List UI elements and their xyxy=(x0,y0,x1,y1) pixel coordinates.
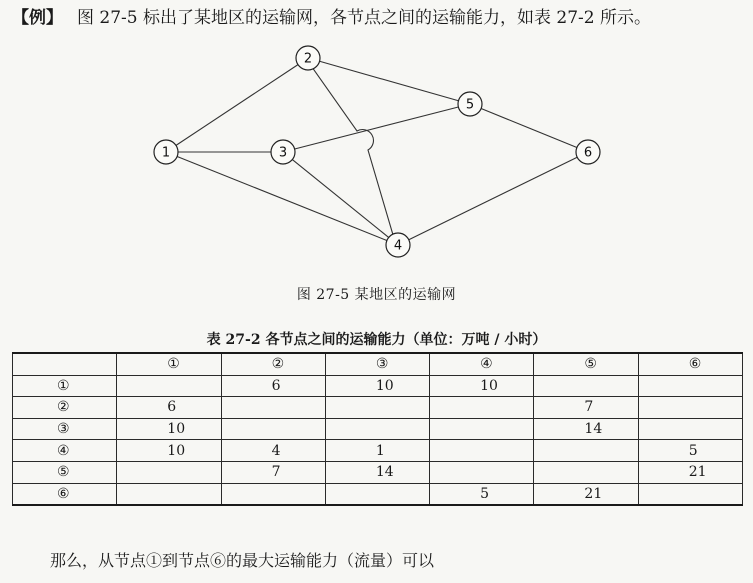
edge-1-2 xyxy=(176,65,298,146)
node-5 xyxy=(458,92,482,116)
table-row xyxy=(13,397,743,419)
edge-1-4 xyxy=(177,156,387,240)
capacity-cell xyxy=(325,397,429,419)
capacity-cell xyxy=(638,375,742,397)
column-header: ② xyxy=(221,353,325,375)
capacity-cell xyxy=(534,461,638,483)
node-2 xyxy=(296,46,320,70)
outro-text: 那么，从节点①到节点⑥的最大运输能力（流量）可以 xyxy=(50,551,435,570)
capacity-table xyxy=(12,352,743,506)
row-header: ④ xyxy=(13,440,117,462)
row-header: ① xyxy=(13,375,117,397)
edge-3-5 xyxy=(295,107,459,149)
network-edges xyxy=(176,61,577,240)
node-3 xyxy=(271,140,295,164)
capacity-cell: 21 xyxy=(534,483,638,505)
table-row xyxy=(13,418,743,440)
capacity-cell: 5 xyxy=(638,440,742,462)
capacity-cell: 10 xyxy=(430,375,534,397)
capacity-cell: 14 xyxy=(325,461,429,483)
node-4-label: 4 xyxy=(393,238,403,254)
column-header: ⑥ xyxy=(638,353,742,375)
node-6-label: 6 xyxy=(583,145,593,161)
capacity-cell xyxy=(325,483,429,505)
table-title: 表 27-2 各节点之间的运输能力（单位：万吨 / 小时） xyxy=(206,332,547,348)
example-tag: 【例】 xyxy=(12,8,63,28)
intro-text: 图 27-5 标出了某地区的运输网，各节点之间的运输能力，如表 27-2 所示。 xyxy=(77,8,651,28)
capacity-cell xyxy=(430,440,534,462)
capacity-cell xyxy=(117,483,221,505)
capacity-cell xyxy=(117,461,221,483)
capacity-cell xyxy=(638,418,742,440)
capacity-cell: 14 xyxy=(534,418,638,440)
capacity-cell xyxy=(221,418,325,440)
table-corner-cell xyxy=(13,353,117,375)
edge-2-5 xyxy=(320,61,459,100)
node-4 xyxy=(386,233,410,257)
node-2-label: 2 xyxy=(303,51,313,67)
capacity-cell: 10 xyxy=(117,418,221,440)
table-row xyxy=(13,461,743,483)
capacity-cell xyxy=(534,440,638,462)
capacity-cell: 6 xyxy=(117,397,221,419)
capacity-cell xyxy=(534,375,638,397)
edge-4-6 xyxy=(409,157,577,239)
capacity-cell: 4 xyxy=(221,440,325,462)
node-3-label: 3 xyxy=(278,145,288,161)
column-header: ③ xyxy=(325,353,429,375)
table-row xyxy=(13,483,743,505)
node-6 xyxy=(576,140,600,164)
edge-5-6 xyxy=(481,109,577,148)
capacity-cell: 1 xyxy=(325,440,429,462)
capacity-cell: 10 xyxy=(325,375,429,397)
capacity-cell: 7 xyxy=(534,397,638,419)
capacity-cell: 6 xyxy=(221,375,325,397)
column-header: ④ xyxy=(430,353,534,375)
edge-2-4 xyxy=(313,69,393,234)
figure-caption: 图 27-5 某地区的运输网 xyxy=(296,287,457,303)
capacity-cell xyxy=(430,461,534,483)
capacity-cell xyxy=(430,397,534,419)
node-1-label: 1 xyxy=(161,145,171,161)
capacity-cell xyxy=(638,483,742,505)
capacity-cell xyxy=(117,375,221,397)
table-row xyxy=(13,375,743,397)
row-header: ② xyxy=(13,397,117,419)
table-header-row xyxy=(13,353,743,375)
column-header: ⑤ xyxy=(534,353,638,375)
capacity-cell xyxy=(221,397,325,419)
capacity-cell: 5 xyxy=(430,483,534,505)
row-header: ⑥ xyxy=(13,483,117,505)
table-row xyxy=(13,440,743,462)
capacity-cell xyxy=(325,418,429,440)
capacity-cell: 7 xyxy=(221,461,325,483)
capacity-cell xyxy=(430,418,534,440)
row-header: ⑤ xyxy=(13,461,117,483)
capacity-cell xyxy=(638,397,742,419)
node-1 xyxy=(154,140,178,164)
capacity-cell: 21 xyxy=(638,461,742,483)
transport-network-diagram xyxy=(0,0,753,280)
row-header: ③ xyxy=(13,418,117,440)
capacity-cell xyxy=(221,483,325,505)
capacity-cell: 10 xyxy=(117,440,221,462)
column-header: ① xyxy=(117,353,221,375)
node-5-label: 5 xyxy=(465,97,475,113)
